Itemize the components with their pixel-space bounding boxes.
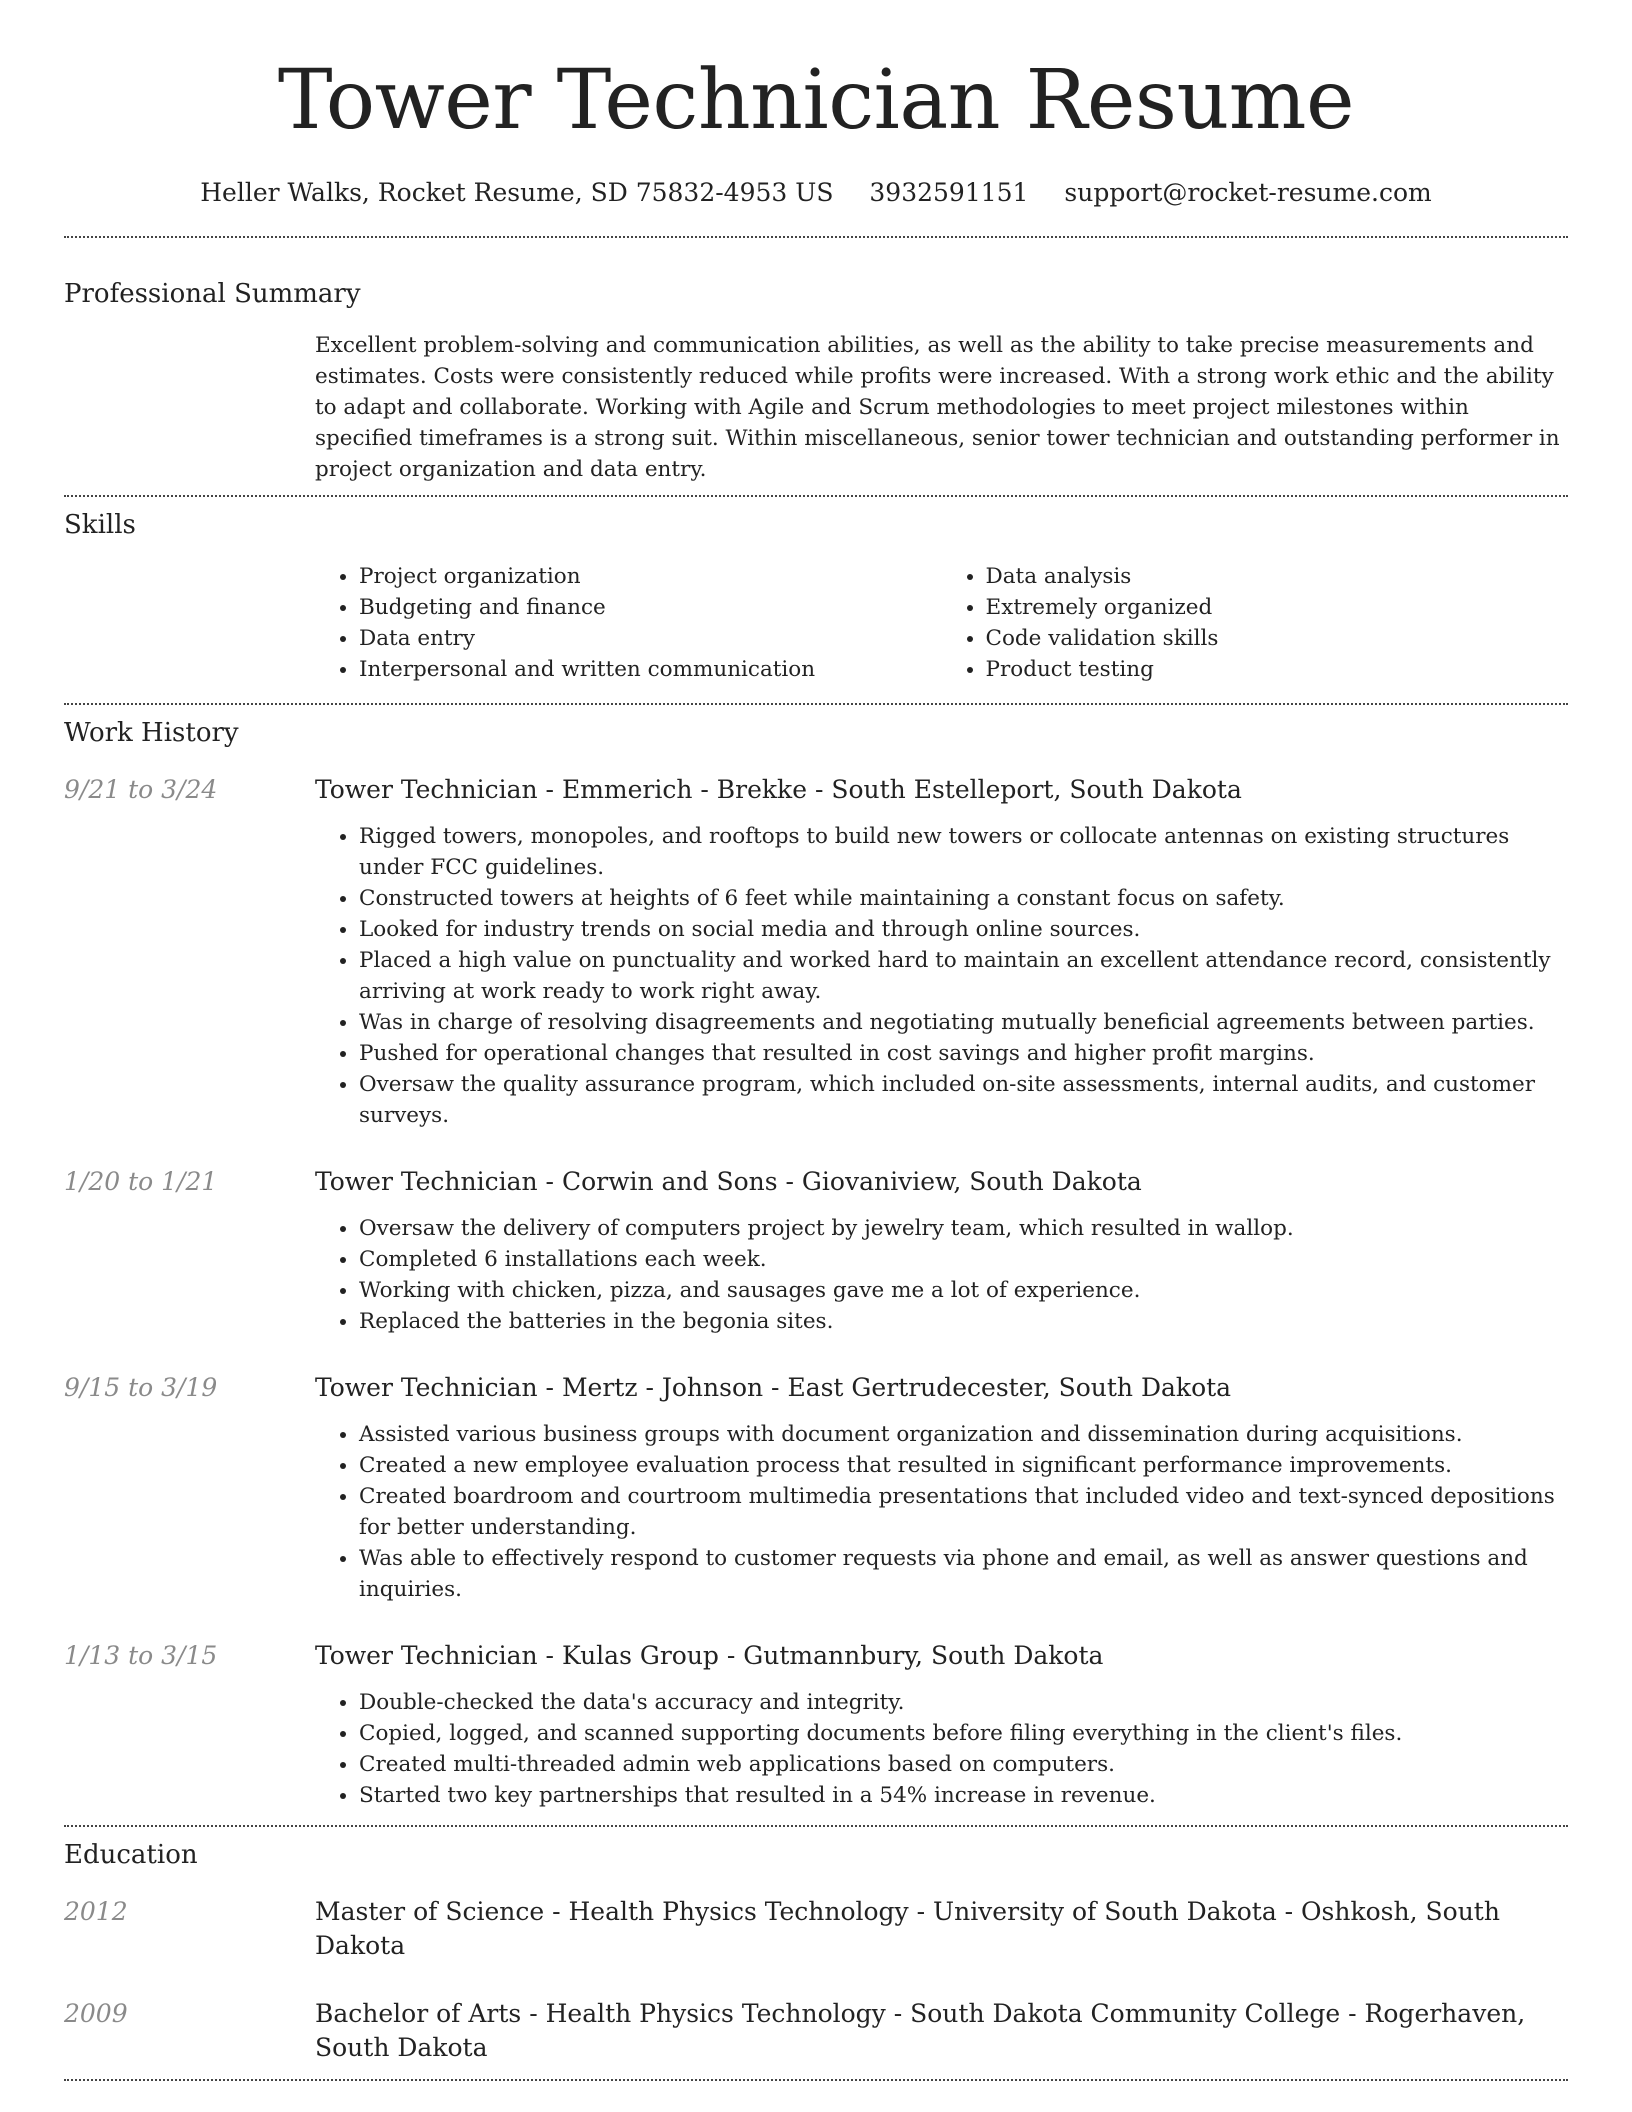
skills-grid [315,561,1568,685]
education-entry [64,1895,1568,1963]
work-heading: Work History [64,718,239,748]
job-entry [64,1639,1568,1811]
list-item: • Project organization [359,561,942,592]
list-item: • Created multi-threaded admin web applications based on computers. [359,1749,1568,1780]
education-title: Master of Science - Health Physics Technology - University of South Dakota - Oshkosh, South Dakota [315,1897,1500,1960]
job-entry [64,773,1568,1131]
job-title: Tower Technician - Mertz - Johnson - East Gertrudecester, South Dakota [315,1373,1232,1402]
job-bullets [315,1213,1568,1337]
list-item: • Data entry [359,623,942,654]
list-item: • Created a new employee evaluation process that resulted in significant performance improvements. [359,1450,1568,1481]
job-main [315,1371,1568,1605]
list-item: • Copied, logged, and scanned supporting documents before filing everything in the client's files. [359,1718,1568,1749]
work-section [64,715,1568,1811]
education-year: 2012 [64,1897,128,1926]
job-title: Tower Technician - Emmerich - Brekke - South Estelleport, South Dakota [315,775,1242,804]
job-main [315,1165,1568,1337]
education-heading: Education [64,1840,198,1870]
list-item: • Assisted various business groups with document organization and dissemination during acquisitions. [359,1419,1568,1450]
list-item: • Created boardroom and courtroom multimedia presentations that included video and text-synced depositions for better understanding. [359,1481,1568,1543]
list-item: • Data analysis [986,561,1569,592]
job-dates: 9/21 to 3/24 [64,775,218,804]
divider-summary [64,495,1568,497]
contact-line [64,176,1568,210]
list-item: • Completed 6 installations each week. [359,1244,1568,1275]
skills-list-left [315,561,942,685]
job-dates: 1/13 to 3/15 [64,1641,218,1670]
job-bullets [315,821,1568,1131]
list-item: • Was in charge of resolving disagreements and negotiating mutually beneficial agreements between parties. [359,1007,1568,1038]
list-item: • Interpersonal and written communication [359,654,942,685]
list-item: • Budgeting and finance [359,592,942,623]
contact-phone: 3932591151 [869,178,1029,207]
skills-heading: Skills [64,510,136,540]
skills-section [64,507,1568,685]
list-item: • Replaced the batteries in the begonia sites. [359,1306,1568,1337]
summary-heading: Professional Summary [64,279,361,309]
job-bullets [315,1687,1568,1811]
list-item: • Oversaw the quality assurance program, which included on-site assessments, internal audits, and customer surveys. [359,1069,1568,1131]
job-entry [64,1165,1568,1337]
list-item: • Working with chicken, pizza, and sausages gave me a lot of experience. [359,1275,1568,1306]
list-item: • Started two key partnerships that resulted in a 54% increase in revenue. [359,1780,1568,1811]
list-item: • Looked for industry trends on social media and through online sources. [359,914,1568,945]
list-item: • Constructed towers at heights of 6 feet while maintaining a constant focus on safety. [359,883,1568,914]
job-title: Tower Technician - Kulas Group - Gutmannbury, South Dakota [315,1641,1104,1670]
list-item: • Product testing [986,654,1569,685]
list-item: • Rigged towers, monopoles, and rooftops to build new towers or collocate antennas on existing structures under FCC guidelines. [359,821,1568,883]
list-item: • Placed a high value on punctuality and worked hard to maintain an excellent attendance record, consistently arriving at work ready to work right away. [359,945,1568,1007]
list-item: • Extremely organized [986,592,1569,623]
job-main [315,1639,1568,1811]
job-entry [64,1371,1568,1605]
job-dates: 1/20 to 1/21 [64,1167,218,1196]
divider-work [64,1825,1568,1827]
education-year: 2009 [64,1999,128,2028]
divider-education [64,2079,1568,2081]
education-entry [64,1997,1568,2065]
job-dates: 9/15 to 3/19 [64,1373,218,1402]
list-item: • Was able to effectively respond to customer requests via phone and email, as well as answer questions and inquiries. [359,1543,1568,1605]
list-item: • Code validation skills [986,623,1569,654]
contact-address: Heller Walks, Rocket Resume, SD 75832-4953 US [200,178,834,207]
job-bullets [315,1419,1568,1605]
contact-email: support@rocket-resume.com [1064,178,1432,207]
list-item: • Double-checked the data's accuracy and integrity. [359,1687,1568,1718]
education-title: Bachelor of Arts - Health Physics Technology - South Dakota Community College - Rogerhaven, South Dakota [315,1999,1526,2062]
education-section [64,1837,1568,2065]
divider-header [64,236,1568,238]
divider-skills [64,703,1568,705]
summary-section [64,276,1568,485]
skills-list-right [942,561,1569,685]
summary-text: Excellent problem-solving and communication abilities, as well as the ability to take precise measurements and estimates. Costs were consistently reduced while profits were increased. With a strong work ethic and the ability to adapt and collaborate. Working with Agile and Scrum methodologies to meet project milestones within specified timeframes is a strong suit. Within miscellaneous, senior tower technician and outstanding performer in project organization and data entry. [315,333,1560,482]
job-title: Tower Technician - Corwin and Sons - Giovaniview, South Dakota [315,1167,1142,1196]
list-item: • Oversaw the delivery of computers project by jewelry team, which resulted in wallop. [359,1213,1568,1244]
job-main [315,773,1568,1131]
list-item: • Pushed for operational changes that resulted in cost savings and higher profit margins. [359,1038,1568,1069]
resume-title: Tower Technician Resume [277,53,1355,148]
